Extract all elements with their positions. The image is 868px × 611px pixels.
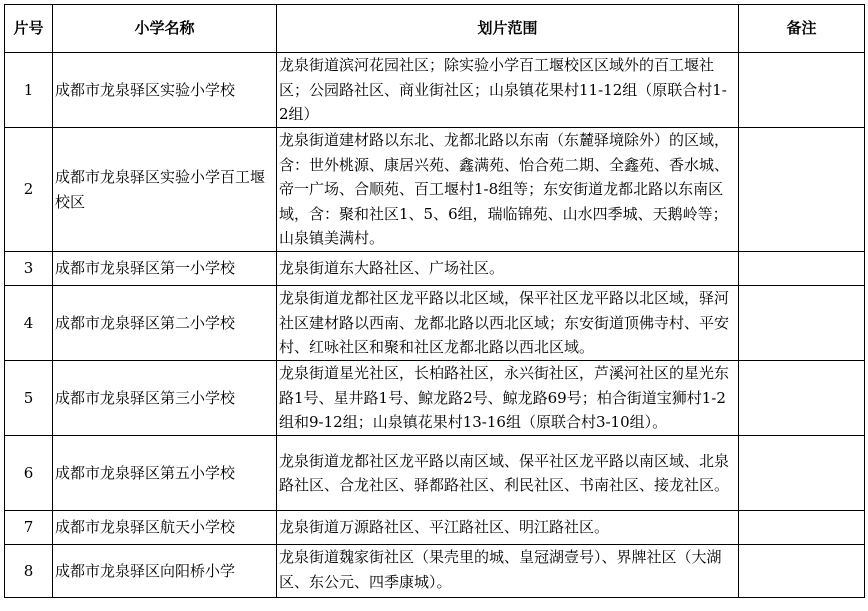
notes-cell [739,361,865,436]
school-name: 成都市龙泉驿区第五小学校 [53,436,277,511]
notes-cell [739,128,865,252]
school-name: 成都市龙泉驿区航天小学校 [53,511,277,545]
notes-cell [739,53,865,128]
header-notes: 备注 [739,5,865,53]
table-row [5,436,865,511]
notes-cell [739,286,865,361]
zoning-area: 龙泉街道龙都社区龙平路以北区域，保平社区龙平路以北区域，驿河社区建材路以西南、龙都北路以西北区域；东安街道顶佛寺村、平安村、红咏社区和聚和社区龙都北路以西北区域。 [277,286,739,361]
school-name: 成都市龙泉驿区实验小学校 [53,53,277,128]
row-number: 4 [5,286,53,361]
header-number: 片号 [5,5,53,53]
row-number: 6 [5,436,53,511]
table-row [5,252,865,286]
school-zoning-table [4,4,865,598]
school-name: 成都市龙泉驿区向阳桥小学 [53,545,277,598]
row-number: 3 [5,252,53,286]
zoning-area: 龙泉街道魏家街社区（果壳里的城、皇冠湖壹号）、界牌社区（大湖区、东公元、四季康城）。 [277,545,739,598]
zoning-area: 龙泉街道星光社区，长柏路社区，永兴街社区，芦溪河社区的星光东路1号、星井路1号、鲸龙路2号、鲸龙路69号；柏合街道宝狮村1-2组和9-12组；山泉镇花果村13-16组（原联合村3-10组）。 [277,361,739,436]
zoning-area: 龙泉街道滨河花园社区；除实验小学百工堰校区区域外的百工堰社区；公园路社区、商业街社区；山泉镇花果村11-12组（原联合村1-2组） [277,53,739,128]
row-number: 1 [5,53,53,128]
row-number: 2 [5,128,53,252]
table-row [5,286,865,361]
notes-cell [739,511,865,545]
school-name: 成都市龙泉驿区第三小学校 [53,361,277,436]
table-row [5,511,865,545]
row-number: 5 [5,361,53,436]
school-name: 成都市龙泉驿区第二小学校 [53,286,277,361]
header-school-name: 小学名称 [53,5,277,53]
zoning-area: 龙泉街道建材路以东北、龙都北路以东南（东麓驿境除外）的区域，含：世外桃源、康居兴苑、鑫满苑、怡合苑二期、全鑫苑、香水城、帝一广场、合顺苑、百工堰村1-8组等；东安街道龙都北路以东南区域，含：聚和社区1、5、6组，瑞临锦苑、山水四季城、天鹅岭等；山泉镇美满村。 [277,128,739,252]
school-name: 成都市龙泉驿区实验小学百工堰校区 [53,128,277,252]
table-row [5,53,865,128]
row-number: 7 [5,511,53,545]
notes-cell [739,545,865,598]
table-row [5,545,865,598]
notes-cell [739,252,865,286]
zoning-area: 龙泉街道东大路社区、广场社区。 [277,252,739,286]
header-zoning-area: 划片范围 [277,5,739,53]
school-name: 成都市龙泉驿区第一小学校 [53,252,277,286]
zoning-area: 龙泉街道万源路社区、平江路社区、明江路社区。 [277,511,739,545]
table-row [5,361,865,436]
row-number: 8 [5,545,53,598]
zoning-area: 龙泉街道龙都社区龙平路以南区域、保平社区龙平路以南区域、北泉路社区、合龙社区、驿都路社区、利民社区、书南社区、接龙社区。 [277,436,739,511]
table-row [5,128,865,252]
notes-cell [739,436,865,511]
header-row [5,5,865,53]
